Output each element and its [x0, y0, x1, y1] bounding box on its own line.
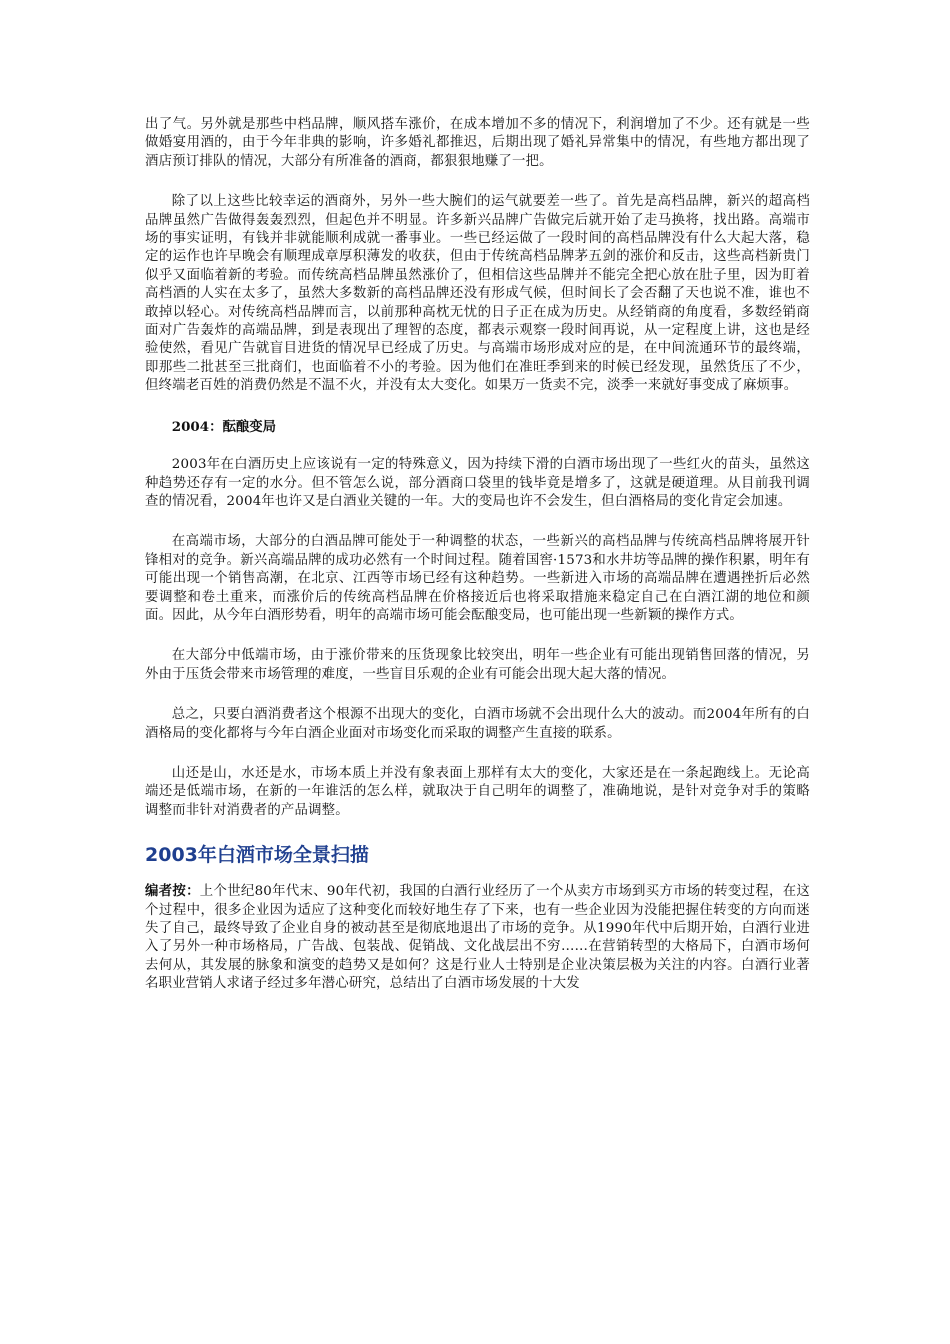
editor-note-text: 上个世纪80年代末、90年代初，我国的白酒行业经历了一个从卖方市场到买方市场的转变过程，在这个过程中，很多企业因为适应了这种变化而较好地生存了下来，也有一些企业因为没能把握住转变的方向而迷失了自己，最终导致了企业自身的被动甚至是彻底地退出了市场的竞争。从1990年代中后期开始，白酒行业进入了另外一种市场格局，广告战、包装战、促销战、文化战层出不穷……在营销转型的大格局下，白酒市场何去何从，其发展的脉象和演变的趋势又是如何？这是行业人士特别是企业决策层极为关注的内容。白酒行业著名职业营销人求诸子经过多年潜心研究，总结出了白酒市场发展的十大发 [145, 884, 810, 992]
paragraph: 总之，只要白酒消费者这个根源不出现大的变化，白酒市场就不会出现什么大的波动。而2004年所有的白酒格局的变化都将与今年白酒企业面对市场变化而采取的调整产生直接的联系。 [145, 707, 810, 741]
paragraph: 2003年在白酒历史上应该说有一定的特殊意义，因为持续下滑的白酒市场出现了一些红火的苗头，虽然这种趋势还存有一定的水分。但不管怎么说，部分酒商口袋里的钱毕竟是增多了，这就是硬道理。从目前我刊调查的情况看，2004年也许又是白酒业关键的一年。大的变局也许不会发生，但白酒格局的变化肯定会加速。 [145, 457, 810, 509]
paragraph: 山还是山，水还是水，市场本质上并没有象表面上那样有太大的变化，大家还是在一条起跑线上。无论高端还是低端市场，在新的一年谁活的怎么样，就取决于自己明年的调整了，准确地说，是针对竞争对手的策略调整而非针对消费者的产品调整。 [145, 765, 810, 818]
editor-note-label: 编者按： [145, 883, 200, 900]
editor-note [145, 882, 810, 993]
section-title: 2003年白酒市场全景扫描 [145, 844, 369, 867]
paragraph: 在高端市场，大部分的白酒品牌可能处于一种调整的状态，一些新兴的高档品牌与传统高档品牌将展开针锋相对的竞争。新兴高端品牌的成功必然有一个时间过程。随着国窖·1573和水井坊等品牌的操作积累，明年有可能出现一个销售高潮，在北京、江西等市场已经有这种趋势。一些新进入市场的高端品牌在遭遇挫折后必然要调整和卷土重来，而涨价后的传统高档品牌在价格接近后也将采取措施来稳定自己在白酒江湖的地位和颜面。因此，从今年白酒形势看，明年的高端市场可能会酝酿变局，也可能出现一些新颖的操作方式。 [145, 534, 810, 623]
paragraph: 在大部分中低端市场，由于涨价带来的压货现象比较突出，明年一些企业有可能出现销售回落的情况，另外由于压货会带来市场管理的难度，一些盲目乐观的企业有可能会出现大起大落的情况。 [145, 648, 810, 682]
paragraph: 出了气。另外就是那些中档品牌，顺风搭车涨价，在成本增加不多的情况下，利润增加了不少。还有就是一些做婚宴用酒的，由于今年非典的影响，许多婚礼都推迟，后期出现了婚礼异常集中的情况，有些地方都出现了酒店预订排队的情况，大部分有所准备的酒商，都狠狠地赚了一把。 [145, 117, 810, 169]
subheading: 2004：酝酿变局 [171, 418, 277, 435]
document-page [145, 116, 810, 994]
paragraph: 除了以上这些比较幸运的酒商外，另外一些大腕们的运气就要差一些了。首先是高档品牌，新兴的超高档品牌虽然广告做得轰轰烈烈，但起色并不明显。许多新兴品牌广告做完后就开始了走马换将，找出路。高端市场的事实证明，有钱并非就能顺利成就一番事业。一些已经运做了一段时间的高档品牌没有什么大起大落，稳定的运作也许早晚会有顺理成章厚积薄发的收获，但由于传统高档品牌茅五剑的涨价和反击，这些高档新贵门似乎又面临着新的考验。而传统高档品牌虽然涨价了，但相信这些品牌并不能完全把心放在肚子里，因为盯着高档酒的人实在太多了，虽然大多数新的高档品牌还没有形成气候，但时间长了会否翻了天也说不准，谁也不敢掉以轻心。对传统高档品牌而言，以前那种高枕无忧的日子正在成为历史。从经销商的角度看，多数经销商面对广告轰炸的高端品牌，到是表现出了理智的态度，都表示观察一段时间再说，从一定程度上讲，这也是经验使然，看见广告就盲目进货的情况早已经成了历史。与高端市场形成对应的是，在中间流通环节的最终端，即那些二批甚至三批商们，也面临着不小的考验。因为他们在准旺季到来的时候已经发现，虽然货压了不少，但终端老百姓的消费仍然是不温不火，并没有太大变化。如果万一货卖不完，淡季一来就好事变成了麻烦事。 [145, 194, 810, 394]
